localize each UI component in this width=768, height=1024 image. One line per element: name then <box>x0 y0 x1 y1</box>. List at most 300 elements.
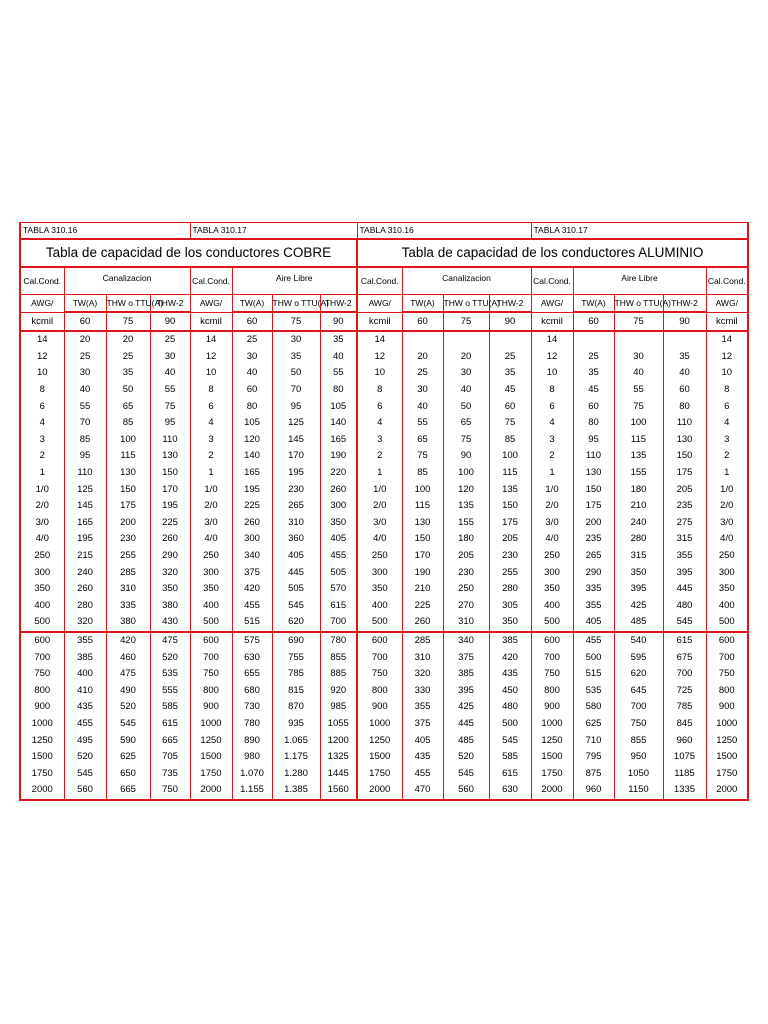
table-cell: 505 <box>320 564 357 581</box>
table-cell: 180 <box>614 481 663 498</box>
table-cell: 35 <box>106 365 150 382</box>
table-cell: 110 <box>150 432 190 449</box>
table-cell: 225 <box>150 515 190 532</box>
table-cell: 455 <box>232 598 272 615</box>
table-cell: 1055 <box>320 716 357 733</box>
table-cell: 8 <box>357 382 402 399</box>
table-cell: 555 <box>150 682 190 699</box>
table-cell: 3 <box>706 432 748 449</box>
table-cell: 55 <box>320 365 357 382</box>
table-cell: 65 <box>402 432 443 449</box>
kcmil-header: kcmil <box>706 312 748 331</box>
table-cell: 700 <box>531 649 573 666</box>
temp-75-header: 75 <box>443 312 489 331</box>
table-label-cobre-16: TABLA 310.16 <box>20 223 190 240</box>
table-cell: 1250 <box>531 732 573 749</box>
table-cell: 135 <box>614 448 663 465</box>
table-cell: 300 <box>232 531 272 548</box>
table-cell: 435 <box>489 666 531 683</box>
temp-75-header: 75 <box>272 312 320 331</box>
table-cell: 520 <box>64 749 106 766</box>
tw-header: TW(A) <box>402 295 443 313</box>
canalizacion-header: Canalizacion <box>402 267 531 295</box>
table-cell: 220 <box>320 465 357 482</box>
thw2-header: THW-2 <box>150 295 190 313</box>
table-cell: 4 <box>20 415 64 432</box>
table-cell: 25 <box>489 349 531 366</box>
table-cell: 280 <box>614 531 663 548</box>
table-cell: 590 <box>106 732 150 749</box>
table-cell: 1/0 <box>531 481 573 498</box>
table-cell: 14 <box>190 331 232 349</box>
table-cell: 155 <box>443 515 489 532</box>
table-cell: 150 <box>106 481 150 498</box>
table-cell: 600 <box>357 632 402 650</box>
table-label-alum-16: TABLA 310.16 <box>357 223 531 240</box>
table-cell: 400 <box>706 598 748 615</box>
table-cell: 230 <box>106 531 150 548</box>
table-cell: 1500 <box>357 749 402 766</box>
table-cell: 140 <box>320 415 357 432</box>
table-cell: 755 <box>272 649 320 666</box>
table-cell: 180 <box>443 531 489 548</box>
table-cell: 400 <box>190 598 232 615</box>
table-cell: 595 <box>614 649 663 666</box>
table-cell: 560 <box>443 782 489 800</box>
table-cell: 30 <box>272 331 320 349</box>
table-cell: 2 <box>190 448 232 465</box>
table-row <box>20 448 748 465</box>
table-cell: 3/0 <box>706 515 748 532</box>
table-cell: 1075 <box>663 749 706 766</box>
table-cell: 300 <box>320 498 357 515</box>
table-cell: 545 <box>443 765 489 782</box>
table-cell: 75 <box>402 448 443 465</box>
table-cell: 285 <box>402 632 443 650</box>
kcmil-header: kcmil <box>357 312 402 331</box>
table-cell: 65 <box>443 415 489 432</box>
table-cell: 400 <box>531 598 573 615</box>
table-cell: 130 <box>663 432 706 449</box>
table-cell: 330 <box>402 682 443 699</box>
table-cell: 3/0 <box>20 515 64 532</box>
table-row <box>20 481 748 498</box>
table-cell: 8 <box>20 382 64 399</box>
table-cell: 75 <box>489 415 531 432</box>
table-cell <box>402 331 443 349</box>
table-cell: 750 <box>357 666 402 683</box>
table-cell: 615 <box>150 716 190 733</box>
table-cell: 14 <box>357 331 402 349</box>
table-cell: 4/0 <box>190 531 232 548</box>
table-cell: 1200 <box>320 732 357 749</box>
table-cell: 95 <box>272 398 320 415</box>
table-row <box>20 531 748 548</box>
table-cell: 85 <box>64 432 106 449</box>
table-cell: 60 <box>489 398 531 415</box>
table-cell: 12 <box>357 349 402 366</box>
table-cell: 700 <box>320 614 357 632</box>
table-cell: 25 <box>150 331 190 349</box>
table-cell: 40 <box>150 365 190 382</box>
table-cell: 780 <box>320 632 357 650</box>
table-cell: 545 <box>106 716 150 733</box>
table-cell: 35 <box>272 349 320 366</box>
table-cell: 645 <box>614 682 663 699</box>
table-cell: 300 <box>531 564 573 581</box>
table-cell: 250 <box>706 548 748 565</box>
table-cell: 375 <box>443 649 489 666</box>
table-cell: 1250 <box>706 732 748 749</box>
thw2-header: THW-2 <box>489 295 531 313</box>
aire-libre-header: Aire Libre <box>232 267 357 295</box>
table-cell: 705 <box>150 749 190 766</box>
table-cell: 1000 <box>20 716 64 733</box>
table-cell: 150 <box>150 465 190 482</box>
table-cell: 130 <box>402 515 443 532</box>
table-cell: 310 <box>272 515 320 532</box>
table-cell: 150 <box>402 531 443 548</box>
table-cell: 355 <box>663 548 706 565</box>
kcmil-header: kcmil <box>190 312 232 331</box>
table-cell: 40 <box>64 382 106 399</box>
table-cell: 455 <box>402 765 443 782</box>
table-cell: 420 <box>232 581 272 598</box>
table-cell: 14 <box>20 331 64 349</box>
table-cell: 480 <box>489 699 531 716</box>
table-cell: 3 <box>357 432 402 449</box>
table-cell: 735 <box>150 765 190 782</box>
temp-60-header: 60 <box>64 312 106 331</box>
table-cell: 8 <box>706 382 748 399</box>
table-cell: 385 <box>64 649 106 666</box>
table-cell: 750 <box>190 666 232 683</box>
table-cell: 575 <box>232 632 272 650</box>
table-cell: 25 <box>106 349 150 366</box>
table-cell: 750 <box>150 782 190 800</box>
table-cell: 900 <box>531 699 573 716</box>
table-cell: 600 <box>531 632 573 650</box>
table-cell: 430 <box>150 614 190 632</box>
table-cell: 55 <box>402 415 443 432</box>
table-cell: 300 <box>706 564 748 581</box>
table-cell: 25 <box>573 349 614 366</box>
table-cell: 1500 <box>20 749 64 766</box>
awg-header: AWG/ <box>357 295 402 313</box>
table-cell: 35 <box>320 331 357 349</box>
table-cell <box>663 331 706 349</box>
table-cell: 10 <box>531 365 573 382</box>
table-row <box>20 666 748 683</box>
table-cell: 1.385 <box>272 782 320 800</box>
table-cell: 700 <box>357 649 402 666</box>
table-cell: 80 <box>320 382 357 399</box>
table-cell: 710 <box>573 732 614 749</box>
table-cell: 950 <box>614 749 663 766</box>
table-cell: 630 <box>232 649 272 666</box>
table-cell: 30 <box>614 349 663 366</box>
title-aluminio: Tabla de capacidad de los conductores ALUMINIO <box>357 239 748 267</box>
table-cell: 800 <box>706 682 748 699</box>
table-cell: 350 <box>614 564 663 581</box>
table-row <box>20 598 748 615</box>
table-cell: 14 <box>706 331 748 349</box>
table-cell: 2000 <box>706 782 748 800</box>
table-cell: 270 <box>443 598 489 615</box>
table-cell: 400 <box>64 666 106 683</box>
table-cell: 445 <box>272 564 320 581</box>
table-cell: 210 <box>614 498 663 515</box>
table-cell: 80 <box>232 398 272 415</box>
table-cell: 60 <box>663 382 706 399</box>
table-cell: 615 <box>320 598 357 615</box>
table-cell <box>573 331 614 349</box>
table-cell: 120 <box>443 481 489 498</box>
table-cell: 420 <box>489 649 531 666</box>
table-cell: 255 <box>489 564 531 581</box>
table-cell: 515 <box>573 666 614 683</box>
table-cell: 615 <box>663 632 706 650</box>
table-cell: 1000 <box>357 716 402 733</box>
table-cell: 20 <box>64 331 106 349</box>
table-cell: 20 <box>106 331 150 349</box>
table-row <box>20 349 748 366</box>
table-cell: 8 <box>190 382 232 399</box>
temp-60-header: 60 <box>232 312 272 331</box>
table-cell: 900 <box>190 699 232 716</box>
table-cell: 2/0 <box>357 498 402 515</box>
table-cell: 50 <box>106 382 150 399</box>
table-cell: 310 <box>402 649 443 666</box>
awg-header: AWG/ <box>706 295 748 313</box>
table-cell: 405 <box>272 548 320 565</box>
table-cell: 1 <box>190 465 232 482</box>
table-cell: 130 <box>106 465 150 482</box>
table-cell: 30 <box>150 349 190 366</box>
aire-libre-header: Aire Libre <box>573 267 706 295</box>
table-cell: 150 <box>663 448 706 465</box>
table-cell: 2 <box>531 448 573 465</box>
table-cell: 1/0 <box>706 481 748 498</box>
table-cell: 900 <box>20 699 64 716</box>
table-cell: 405 <box>402 732 443 749</box>
table-cell: 55 <box>614 382 663 399</box>
table-cell: 1000 <box>706 716 748 733</box>
table-cell: 175 <box>106 498 150 515</box>
table-cell: 340 <box>443 632 489 650</box>
table-cell: 100 <box>443 465 489 482</box>
table-cell: 135 <box>443 498 489 515</box>
table-cell: 215 <box>64 548 106 565</box>
table-cell: 690 <box>272 632 320 650</box>
table-row <box>20 498 748 515</box>
table-cell: 1.070 <box>232 765 272 782</box>
table-cell: 280 <box>64 598 106 615</box>
table-cell: 615 <box>489 765 531 782</box>
table-cell: 410 <box>64 682 106 699</box>
table-cell: 1000 <box>190 716 232 733</box>
table-cell: 45 <box>573 382 614 399</box>
table-cell: 435 <box>402 749 443 766</box>
awg-header: AWG/ <box>190 295 232 313</box>
table-cell: 475 <box>106 666 150 683</box>
table-cell: 100 <box>106 432 150 449</box>
table-cell: 25 <box>64 349 106 366</box>
table-body <box>20 331 748 800</box>
table-cell: 12 <box>190 349 232 366</box>
table-cell: 170 <box>402 548 443 565</box>
table-cell: 4 <box>706 415 748 432</box>
table-cell: 500 <box>20 614 64 632</box>
table-cell: 30 <box>232 349 272 366</box>
table-row <box>20 749 748 766</box>
table-cell: 200 <box>106 515 150 532</box>
table-cell: 855 <box>320 649 357 666</box>
table-row <box>20 515 748 532</box>
table-cell: 375 <box>232 564 272 581</box>
table-row <box>20 548 748 565</box>
tw-header: TW(A) <box>64 295 106 313</box>
table-cell: 2/0 <box>190 498 232 515</box>
table-cell: 145 <box>272 432 320 449</box>
table-cell: 10 <box>357 365 402 382</box>
table-cell: 250 <box>531 548 573 565</box>
table-cell: 205 <box>443 548 489 565</box>
table-cell: 1250 <box>190 732 232 749</box>
table-cell: 380 <box>106 614 150 632</box>
table-cell: 405 <box>320 531 357 548</box>
table-cell: 500 <box>357 614 402 632</box>
table-cell: 115 <box>489 465 531 482</box>
table-cell: 1560 <box>320 782 357 800</box>
table-cell: 80 <box>573 415 614 432</box>
table-cell: 265 <box>573 548 614 565</box>
table-cell: 1250 <box>357 732 402 749</box>
table-cell: 585 <box>150 699 190 716</box>
table-cell: 115 <box>402 498 443 515</box>
table-cell: 470 <box>402 782 443 800</box>
table-cell: 195 <box>232 481 272 498</box>
table-cell: 25 <box>232 331 272 349</box>
table-cell: 60 <box>232 382 272 399</box>
table-cell: 190 <box>320 448 357 465</box>
table-cell: 500 <box>489 716 531 733</box>
table-cell: 480 <box>663 598 706 615</box>
table-cell: 600 <box>706 632 748 650</box>
table-cell: 115 <box>614 432 663 449</box>
table-cell: 700 <box>706 649 748 666</box>
table-cell: 1150 <box>614 782 663 800</box>
table-cell: 300 <box>190 564 232 581</box>
table-cell: 935 <box>272 716 320 733</box>
table-cell: 140 <box>232 448 272 465</box>
table-cell: 205 <box>489 531 531 548</box>
table-cell: 60 <box>573 398 614 415</box>
table-cell: 1/0 <box>357 481 402 498</box>
table-label-cobre-17: TABLA 310.17 <box>190 223 357 240</box>
table-cell: 560 <box>64 782 106 800</box>
table-cell: 1 <box>357 465 402 482</box>
table-cell: 35 <box>489 365 531 382</box>
table-cell: 12 <box>531 349 573 366</box>
table-cell: 350 <box>489 614 531 632</box>
table-cell: 4 <box>531 415 573 432</box>
table-cell: 4 <box>190 415 232 432</box>
tw-header: TW(A) <box>232 295 272 313</box>
table-cell: 1500 <box>706 749 748 766</box>
table-cell: 320 <box>150 564 190 581</box>
table-cell: 855 <box>614 732 663 749</box>
table-cell <box>443 331 489 349</box>
table-cell: 55 <box>150 382 190 399</box>
table-cell: 2/0 <box>20 498 64 515</box>
table-cell: 535 <box>573 682 614 699</box>
table-cell: 350 <box>357 581 402 598</box>
table-cell: 235 <box>573 531 614 548</box>
table-cell: 170 <box>150 481 190 498</box>
table-cell: 12 <box>706 349 748 366</box>
table-cell: 700 <box>614 699 663 716</box>
table-cell: 1.155 <box>232 782 272 800</box>
table-cell: 750 <box>706 666 748 683</box>
table-row <box>20 732 748 749</box>
table-cell: 235 <box>663 498 706 515</box>
temp-60-header: 60 <box>573 312 614 331</box>
table-cell: 1500 <box>190 749 232 766</box>
temp-90-header: 90 <box>489 312 531 331</box>
table-row <box>20 365 748 382</box>
table-cell: 100 <box>402 481 443 498</box>
table-cell: 210 <box>402 581 443 598</box>
table-cell: 225 <box>402 598 443 615</box>
table-cell: 3/0 <box>531 515 573 532</box>
table-cell: 85 <box>489 432 531 449</box>
table-row <box>20 682 748 699</box>
table-cell: 3/0 <box>190 515 232 532</box>
table-cell: 250 <box>443 581 489 598</box>
table-cell: 80 <box>663 398 706 415</box>
table-cell: 205 <box>663 481 706 498</box>
table-cell: 310 <box>443 614 489 632</box>
cal-cond-header: Cal.Cond. <box>20 267 64 295</box>
table-cell: 2000 <box>20 782 64 800</box>
table-cell: 35 <box>573 365 614 382</box>
table-cell: 120 <box>232 432 272 449</box>
table-cell: 800 <box>190 682 232 699</box>
table-cell: 40 <box>614 365 663 382</box>
table-cell: 10 <box>706 365 748 382</box>
table-cell: 315 <box>614 548 663 565</box>
table-cell: 750 <box>531 666 573 683</box>
table-cell: 845 <box>663 716 706 733</box>
table-cell: 625 <box>573 716 614 733</box>
table-cell: 520 <box>106 699 150 716</box>
table-cell: 1750 <box>357 765 402 782</box>
table-cell: 920 <box>320 682 357 699</box>
cal-cond-header: Cal.Cond. <box>531 267 573 295</box>
table-cell: 500 <box>190 614 232 632</box>
table-cell: 70 <box>64 415 106 432</box>
table-cell: 55 <box>64 398 106 415</box>
table-cell: 545 <box>64 765 106 782</box>
table-cell: 315 <box>663 531 706 548</box>
table-cell: 980 <box>232 749 272 766</box>
table-cell: 290 <box>150 548 190 565</box>
table-cell: 20 <box>443 349 489 366</box>
table-cell <box>614 331 663 349</box>
table-cell: 815 <box>272 682 320 699</box>
table-cell: 175 <box>663 465 706 482</box>
